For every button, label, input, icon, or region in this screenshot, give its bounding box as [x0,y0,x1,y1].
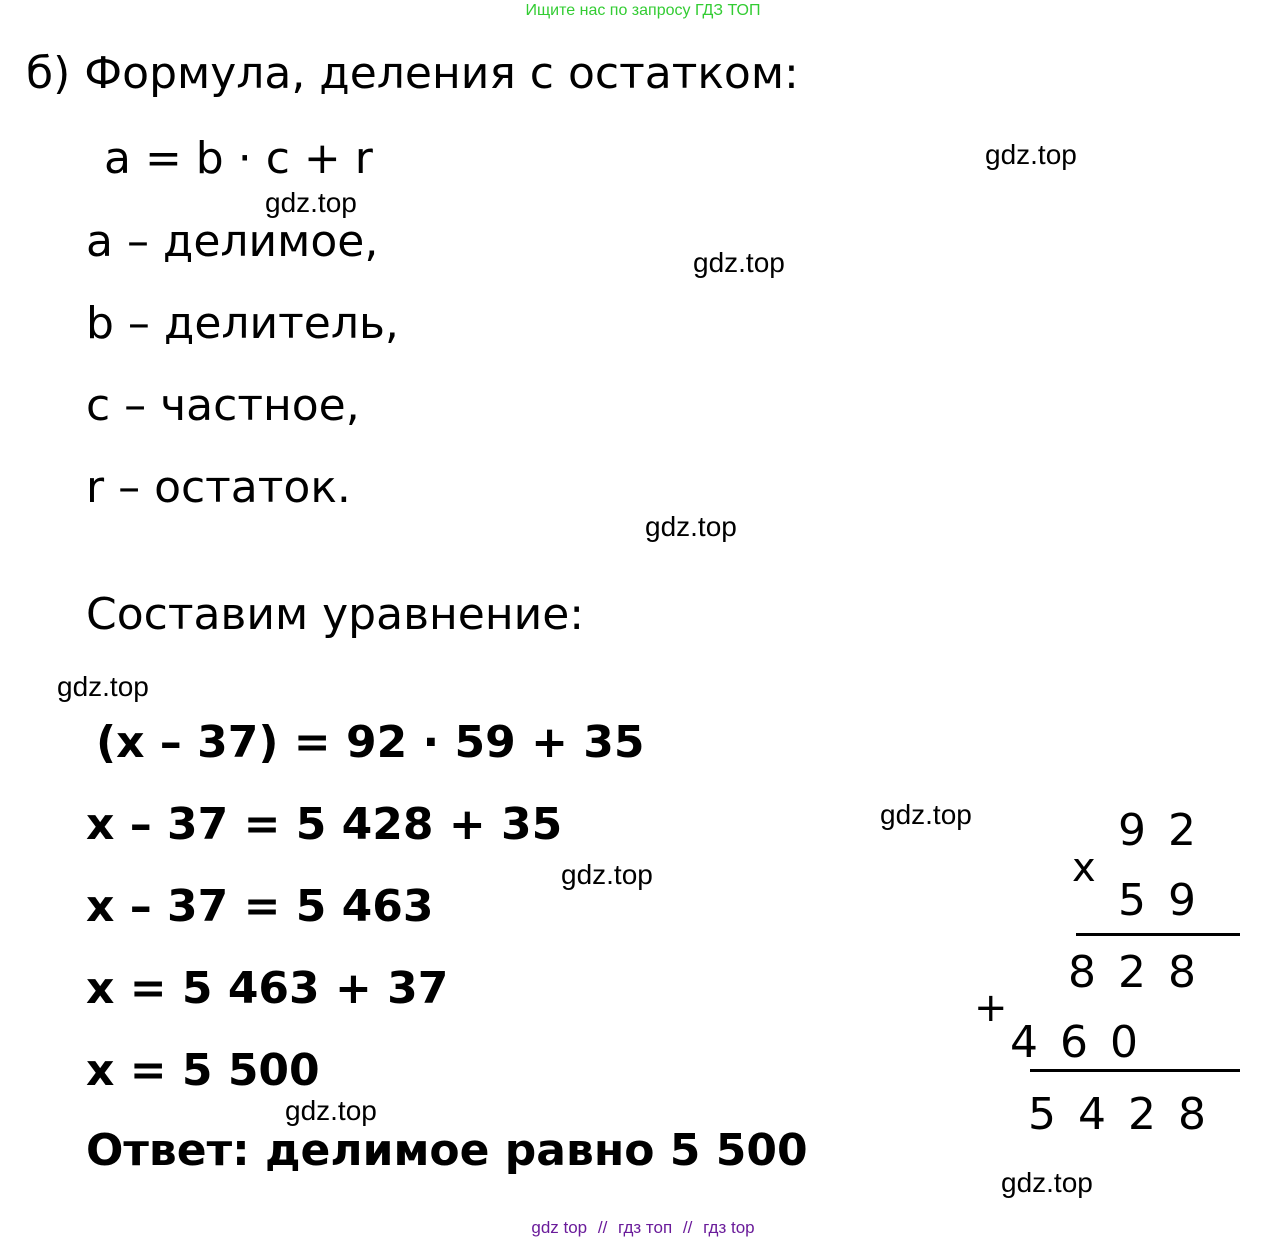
footer-link-3[interactable]: гдз top [703,1218,755,1237]
definition-remainder: r – остаток. [86,462,351,513]
watermark: gdz.top [693,247,785,278]
partial-product-1: 828 [1068,947,1218,998]
footer-separator: // [597,1218,608,1237]
definition-quotient: c – частное, [86,380,360,431]
watermark: gdz.top [57,671,149,702]
product-result: 5428 [1028,1089,1228,1140]
equation-line-5: x = 5 500 [86,1045,320,1096]
definition-dividend: a – делимое, [86,216,379,267]
watermark: gdz.top [645,511,737,542]
remainder-formula: a = b · c + r [104,133,373,184]
footer [0,1219,1286,1236]
watermark: gdz.top [880,799,972,830]
footer-separator: // [682,1218,693,1237]
footer-link-2[interactable]: гдз топ [618,1218,673,1237]
multiplication-rule [1076,933,1240,936]
multiplier: 59 [1118,875,1218,926]
section-heading: б) Формула, деления с остатком: [26,48,799,99]
watermark: gdz.top [265,187,357,218]
equation-line-1: (x – 37) = 92 · 59 + 35 [96,717,645,768]
equation-line-3: x – 37 = 5 463 [86,881,434,932]
plus-sign: + [974,985,1008,1031]
sum-rule [1030,1069,1240,1072]
partial-product-2: 460 [1010,1017,1160,1068]
watermark: gdz.top [1001,1167,1093,1198]
watermark: gdz.top [285,1095,377,1126]
top-banner: Ищите нас по запросу ГДЗ ТОП [525,2,761,19]
equation-line-2: x – 37 = 5 428 + 35 [86,799,563,850]
watermark: gdz.top [985,139,1077,170]
watermark: gdz.top [561,859,653,890]
equation-line-4: x = 5 463 + 37 [86,963,449,1014]
footer-link-1[interactable]: gdz top [531,1218,588,1237]
multiply-sign: x [1072,845,1096,891]
definition-divisor: b – делитель, [86,298,399,349]
multiplicand: 92 [1118,805,1218,856]
answer-line: Ответ: делимое равно 5 500 [86,1125,808,1176]
equation-subheading: Составим уравнение: [86,589,585,640]
